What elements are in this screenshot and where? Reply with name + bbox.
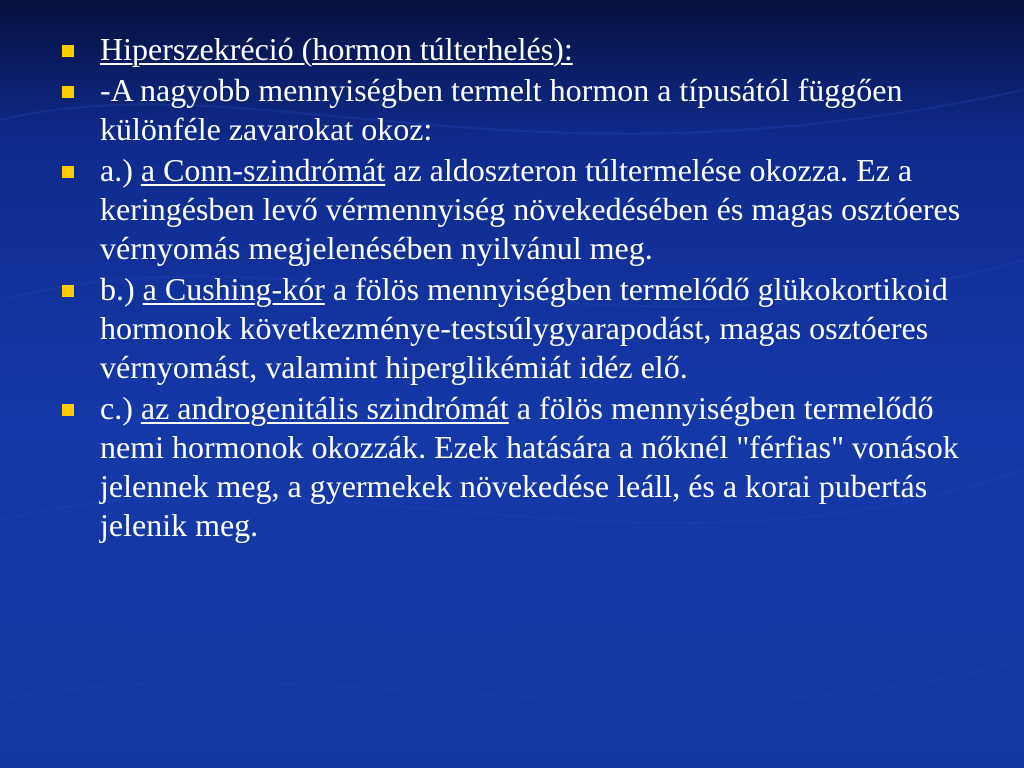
item-prefix: c.): [100, 390, 141, 426]
bullet-text: [100, 30, 962, 69]
square-bullet-icon: [62, 86, 74, 98]
square-bullet-icon: [62, 45, 74, 57]
bullet-item-conn: [62, 151, 962, 268]
bullet-item-heading: [62, 30, 962, 69]
androgenital-syndrome-term: az androgenitális szindrómát: [140, 390, 509, 426]
item-description: a fölös mennyiségben termelődő nemi hormonok okozzák. Ezek hatására a nőknél "férfias" vonások jelennek meg, a gyermekek növekedése leáll, és a korai pubertás jelenik meg.: [100, 390, 959, 543]
bullet-item-androgenital: [62, 389, 962, 545]
square-bullet-icon: [62, 285, 74, 297]
item-description: az aldoszteron túltermelése okozza. Ez a keringésben levő vérmennyiség növekedésében és magas osztóeres vérnyomás megjelenésében nyilvánul meg.: [100, 152, 961, 266]
bullet-text: [100, 151, 962, 268]
section-heading: Hiperszekréció (hormon túlterhelés):: [100, 31, 573, 67]
bullet-item-intro: [62, 71, 962, 149]
conn-syndrome-term: a Conn-szindrómát: [140, 152, 386, 188]
square-bullet-icon: [62, 404, 74, 416]
item-prefix: b.): [100, 271, 143, 307]
bullet-item-cushing: [62, 270, 962, 387]
bullet-text: [100, 270, 962, 387]
cushing-disease-term: a Cushing-kór: [142, 271, 325, 307]
item-description: a fölös mennyiségben termelődő glükokortikoid hormonok következménye-testsúlygyarapodást, magas osztóeres vérnyomást, valamint hiperglikémiát idéz elő.: [100, 271, 948, 385]
item-prefix: a.): [100, 152, 141, 188]
bullet-text: -A nagyobb mennyiségben termelt hormon a típusától függően különféle zavarokat okoz:: [100, 72, 903, 147]
square-bullet-icon: [62, 166, 74, 178]
slide-content: [62, 30, 962, 547]
bullet-text: [100, 389, 962, 545]
